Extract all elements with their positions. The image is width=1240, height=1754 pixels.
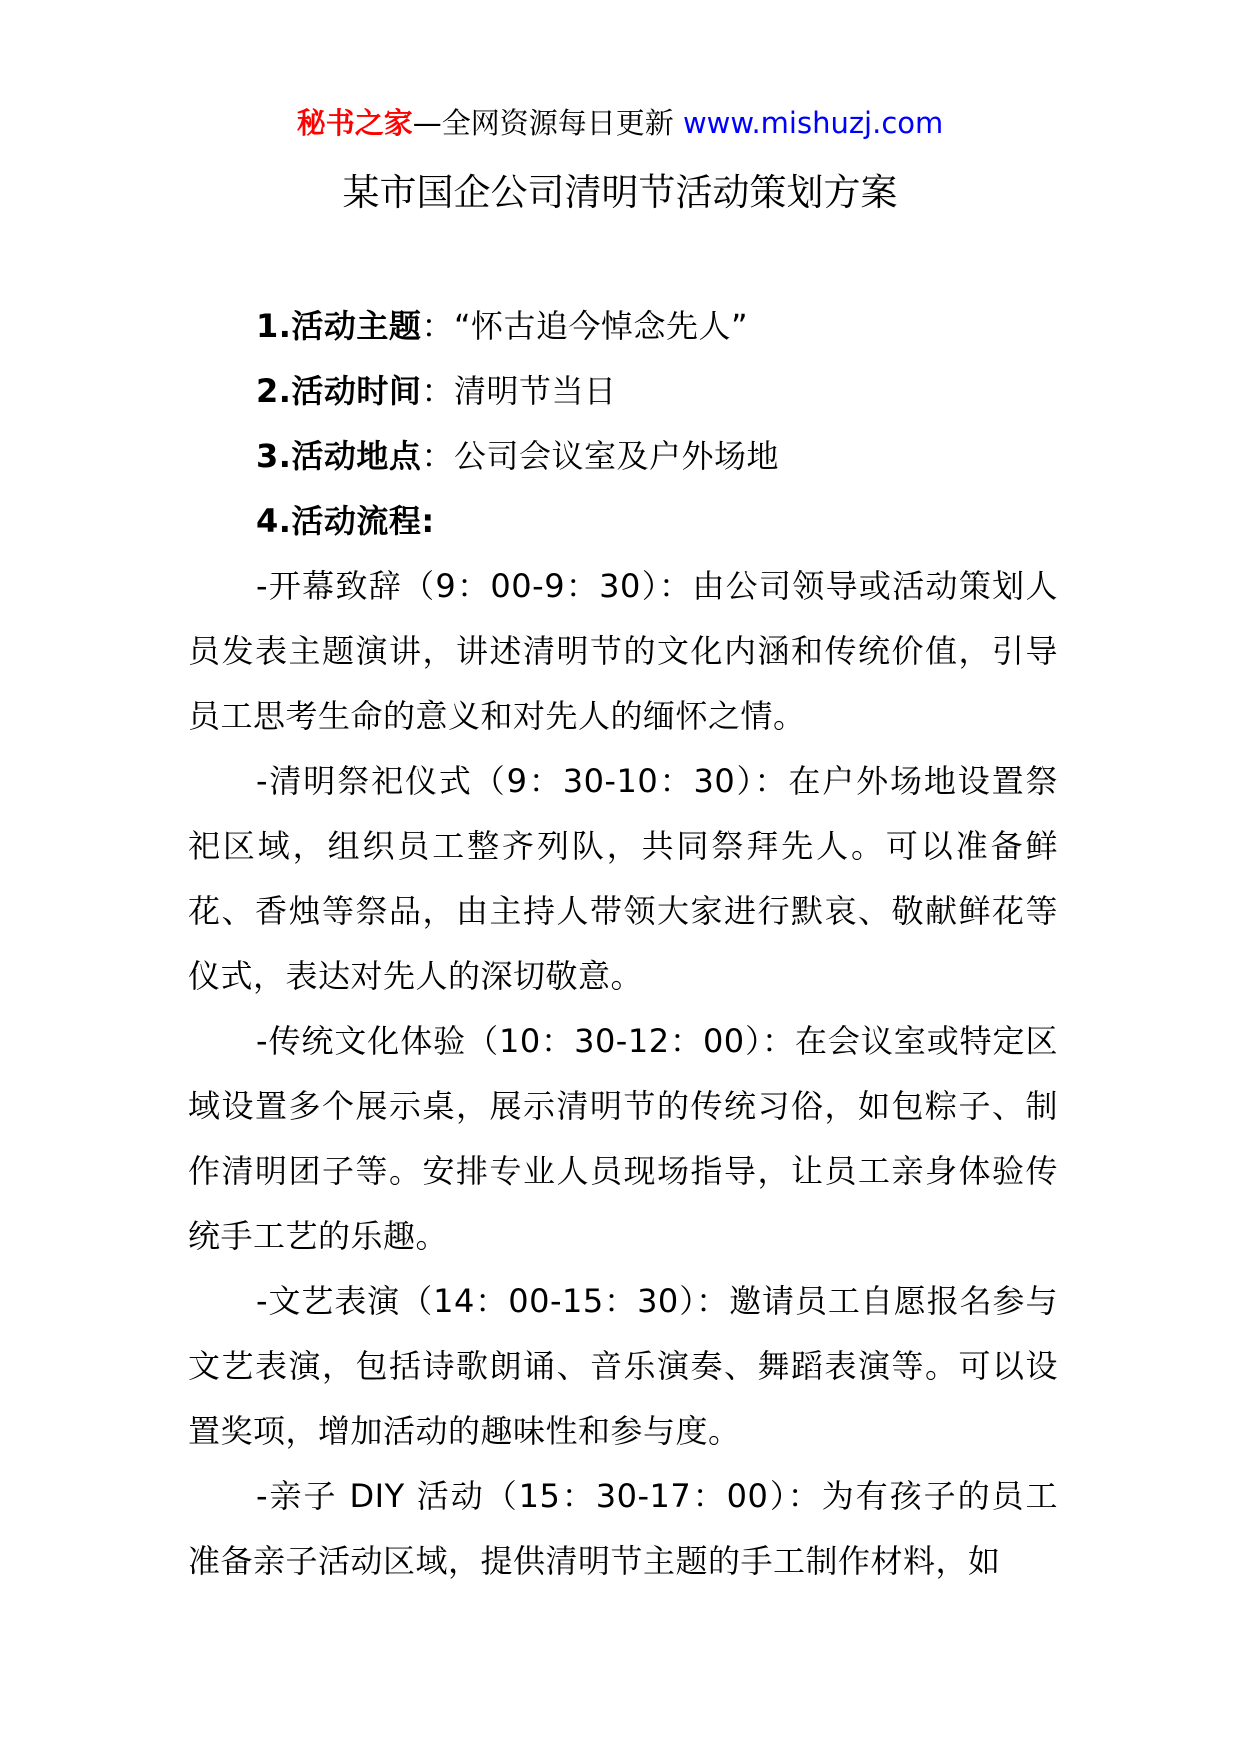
paragraph-performance: -文艺表演（14：00-15：30）：邀请员工自愿报名参与文艺表演，包括诗歌朗诵、音乐演奏、舞蹈表演等。可以设置奖项，增加活动的趣味性和参与度。	[188, 1282, 1058, 1450]
item-label: 3.活动地点	[256, 437, 422, 475]
site-tagline: —全网资源每日更新	[412, 106, 683, 140]
item-value: 清明节当日	[453, 372, 617, 410]
item-theme	[188, 294, 1058, 359]
item-process	[188, 489, 1058, 554]
site-header	[0, 103, 1240, 143]
site-brand: 秘书之家	[296, 106, 413, 140]
item-value: 公司会议室及户外场地	[453, 437, 779, 475]
document-body	[188, 294, 1058, 1594]
item-time	[188, 359, 1058, 424]
item-separator: ：	[421, 307, 454, 345]
item-location	[188, 424, 1058, 489]
document-title: 某市国企公司清明节活动策划方案	[342, 171, 898, 214]
paragraph-memorial-ceremony: -清明祭祀仪式（9：30-10：30）：在户外场地设置祭祀区域，组织员工整齐列队，共同祭拜先人。可以准备鲜花、香烛等祭品，由主持人带领大家进行默哀、敬献鲜花等仪式，表达对先人的深切敬意。	[188, 762, 1058, 995]
paragraph-culture-experience: -传统文化体验（10：30-12：00）：在会议室或特定区域设置多个展示桌，展示清明节的传统习俗，如包粽子、制作清明团子等。安排专业人员现场指导，让员工亲身体验传统手工艺的乐趣。	[188, 1022, 1058, 1255]
site-url[interactable]: www.mishuzj.com	[682, 106, 944, 140]
paragraph-family-diy: -亲子 DIY 活动（15：30-17：00）：为有孩子的员工准备亲子活动区域，提供清明节主题的手工制作材料，如	[188, 1477, 1058, 1580]
paragraph-opening-speech: -开幕致辞（9：00-9：30）：由公司领导或活动策划人员发表主题演讲，讲述清明节的文化内涵和传统价值，引导员工思考生命的意义和对先人的缅怀之情。	[188, 567, 1058, 735]
item-separator: ：	[421, 437, 454, 475]
item-value: “怀古追今悼念先人”	[453, 307, 749, 345]
item-label: 2.活动时间	[256, 372, 422, 410]
item-label: 4.活动流程:	[256, 502, 435, 540]
item-separator: ：	[421, 372, 454, 410]
item-label: 1.活动主题	[256, 307, 422, 345]
